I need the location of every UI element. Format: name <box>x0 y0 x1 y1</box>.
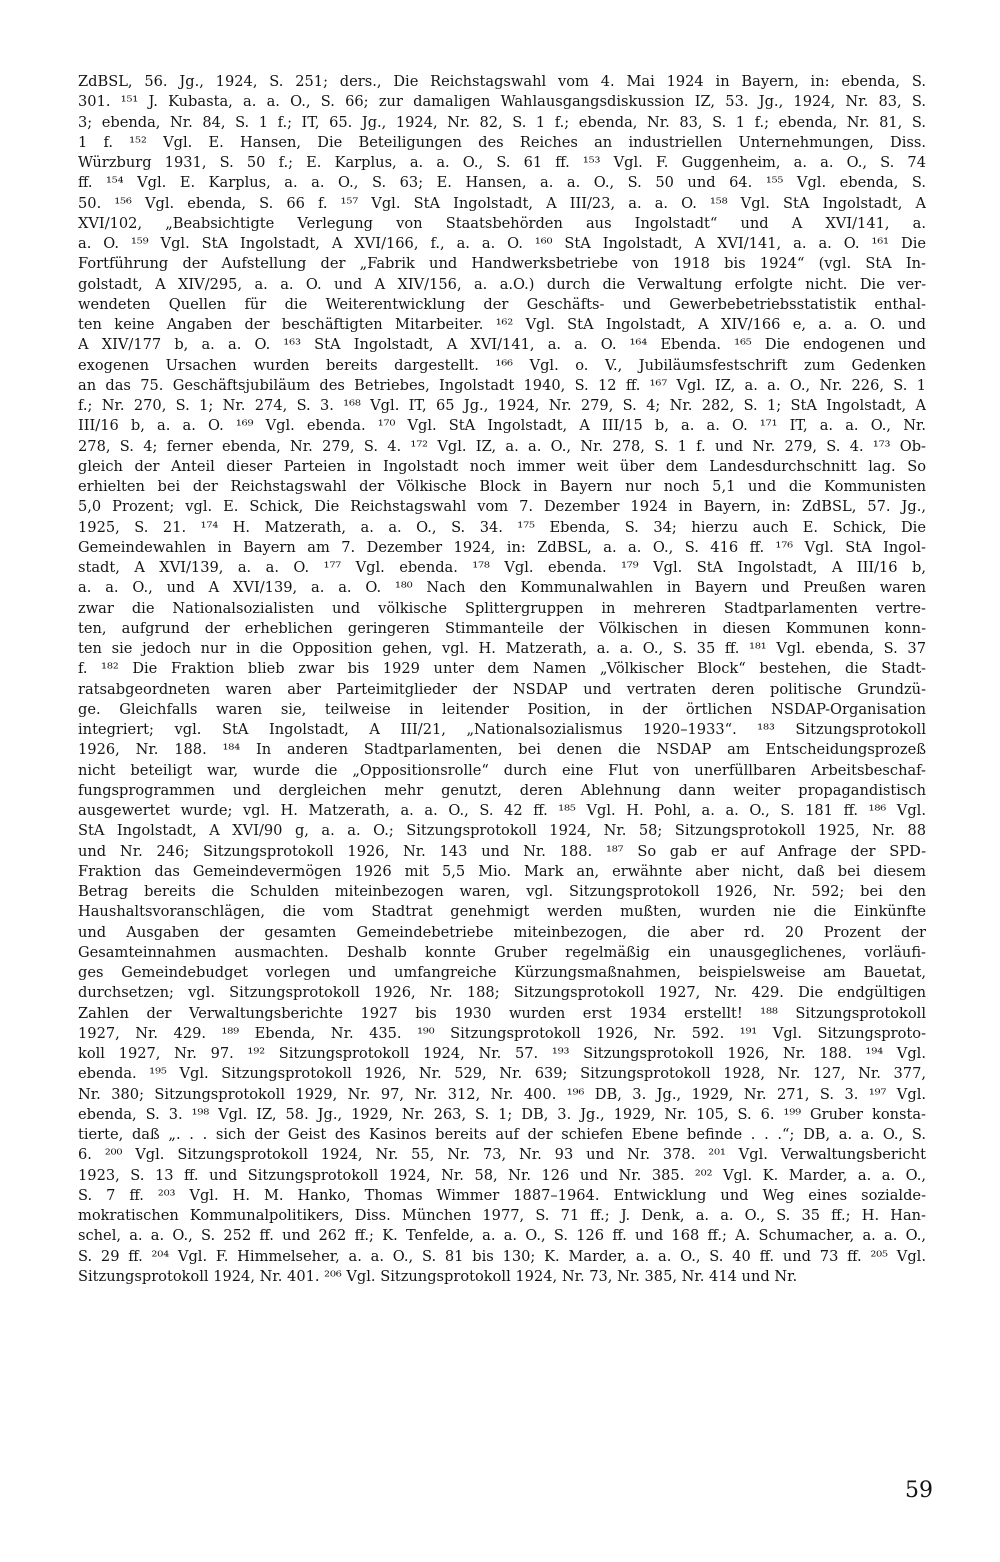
footnote-line: gleich der Anteil dieser Parteien in Ingolstadt noch immer weit über dem Landesdurchschnitt lag. So <box>78 457 926 475</box>
footnote-line: golstadt, A XIV/295, a. a. O. und A XIV/156, a. a.O.) durch die Verwaltung erfolgte nicht. Die ver- <box>78 275 926 293</box>
footnote-line: 1927, Nr. 429. ¹⁸⁹ Ebenda, Nr. 435. ¹⁹⁰ Sitzungsprotokoll 1926, Nr. 592. ¹⁹¹ Vgl. Sitzungsproto- <box>78 1024 926 1042</box>
footnote-line: Fortführung der Aufstellung der „Fabrik und Handwerksbetriebe von 1918 bis 1924“ (vgl. StA In- <box>78 255 926 273</box>
footnote-line: XVI/102, „Beabsichtigte Verlegung von Staatsbehörden aus Ingolstadt“ und A XVI/141, a. <box>78 214 926 232</box>
footnote-line: Gesamteinnahmen ausmachten. Deshalb konnte Gruber regelmäßig ein unausgeglichenes, vorläufi- <box>78 943 926 961</box>
footnote-line: 5,0 Prozent; vgl. E. Schick, Die Reichstagswahl vom 7. Dezember 1924 in Bayern, in: ZdBSL, 57. Jg., <box>78 498 926 516</box>
footnote-line: und Nr. 246; Sitzungsprotokoll 1926, Nr. 143 und Nr. 188. ¹⁸⁷ So gab er auf Anfrage der SPD- <box>78 842 926 860</box>
footnote-line: fungsprogrammen und dergleichen mehr genutzt, deren Ablehnung dann weiter propagandistisch <box>78 781 926 799</box>
footnote-line: durchsetzen; vgl. Sitzungsprotokoll 1926, Nr. 188; Sitzungsprotokoll 1927, Nr. 429. Die endgültigen <box>78 984 926 1002</box>
footnote-line: schel, a. a. O., S. 252 ff. und 262 ff.; K. Tenfelde, a. a. O., S. 126 ff. und 168 ff.; A. Schumacher, a. a. O., <box>78 1227 926 1245</box>
footnote-line: 3; ebenda, Nr. 84, S. 1 f.; IT, 65. Jg., 1924, Nr. 82, S. 1 f.; ebenda, Nr. 83, S. 1 f.; ebenda, Nr. 81, S. <box>78 113 926 131</box>
footnote-line: zwar die Nationalsozialisten und völkische Splittergruppen in mehreren Stadtparlamenten vertre- <box>78 599 926 617</box>
footnote-line: a. a. O., und A XVI/139, a. a. O. ¹⁸⁰ Nach den Kommunalwahlen in Bayern und Preußen waren <box>78 579 926 597</box>
footnote-line: ten sie jedoch nur in die Opposition gehen, vgl. H. Matzerath, a. a. O., S. 35 ff. ¹⁸¹ Vgl. ebenda, S. 37 <box>78 640 926 657</box>
footnote-line: 1923, S. 13 ff. und Sitzungsprotokoll 1924, Nr. 58, Nr. 126 und Nr. 385. ²⁰² Vgl. K. Marder, a. a. O., <box>78 1166 926 1184</box>
page-number: 59 <box>905 1478 933 1503</box>
footnote-line: 1 f. ¹⁵² Vgl. E. Hansen, Die Beteiligungen des Reiches an industriellen Unternehmungen, Diss. <box>78 133 926 151</box>
footnote-line: ratsabgeordneten waren aber Parteimitglieder der NSDAP und vertraten deren politische Grundzü- <box>78 680 926 698</box>
footnote-line: f.; Nr. 270, S. 1; Nr. 274, S. 3. ¹⁶⁸ Vgl. IT, 65 Jg., 1924, Nr. 279, S. 4; Nr. 282, S. 1; StA Ingolstadt, A <box>78 397 926 414</box>
footnote-line: 6. ²⁰⁰ Vgl. Sitzungsprotokoll 1924, Nr. 55, Nr. 73, Nr. 93 und Nr. 378. ²⁰¹ Vgl. Verwaltungsbericht <box>78 1146 926 1164</box>
footnote-line: Sitzungsprotokoll 1924, Nr. 401. ²⁰⁶ Vgl. Sitzungsprotokoll 1924, Nr. 73, Nr. 385, Nr. 414 und Nr. <box>78 1267 798 1285</box>
footnote-line: ebenda, S. 3. ¹⁹⁸ Vgl. IZ, 58. Jg., 1929, Nr. 263, S. 1; DB, 3. Jg., 1929, Nr. 105, S. 6. ¹⁹⁹ Gruber konsta- <box>78 1105 926 1123</box>
footnote-line: exogenen Ursachen wurden bereits dargestellt. ¹⁶⁶ Vgl. o. V., Jubiläumsfestschrift zum Gedenken <box>78 356 926 374</box>
footnote-line: stadt, A XVI/139, a. a. O. ¹⁷⁷ Vgl. ebenda. ¹⁷⁸ Vgl. ebenda. ¹⁷⁹ Vgl. StA Ingolstadt, A III/16 b, <box>78 559 926 576</box>
footnote-line: S. 7 ff. ²⁰³ Vgl. H. M. Hanko, Thomas Wimmer 1887–1964. Entwicklung und Weg eines sozialde- <box>78 1186 926 1204</box>
footnote-line: nicht beteiligt war, wurde die „Oppositionsrolle“ durch eine Flut von unerfüllbaren Arbeitsbeschaf- <box>78 761 926 779</box>
footnote-line: Gemeindewahlen in Bayern am 7. Dezember 1924, in: ZdBSL, a. a. O., S. 416 ff. ¹⁷⁶ Vgl. StA Ingol- <box>78 538 926 556</box>
footnote-line: Zahlen der Verwaltungsberichte 1927 bis 1930 wurden erst 1934 erstellt! ¹⁸⁸ Sitzungsprotokoll <box>78 1004 926 1022</box>
footnote-line: Fraktion das Gemeindevermögen 1926 mit 5,5 Mio. Mark an, erwähnte aber nicht, daß bei diesem <box>78 862 926 880</box>
footnote-line: Nr. 380; Sitzungsprotokoll 1929, Nr. 97, Nr. 312, Nr. 400. ¹⁹⁶ DB, 3. Jg., 1929, Nr. 271, S. 3. ¹⁹⁷ Vgl. <box>78 1085 926 1103</box>
footnote-line: koll 1927, Nr. 97. ¹⁹² Sitzungsprotokoll 1924, Nr. 57. ¹⁹³ Sitzungsprotokoll 1926, Nr. 188. ¹⁹⁴ Vgl. <box>78 1045 926 1062</box>
footnote-line: III/16 b, a. a. O. ¹⁶⁹ Vgl. ebenda. ¹⁷⁰ Vgl. StA Ingolstadt, A III/15 b, a. a. O. ¹⁷¹ IT, a. a. O., Nr. <box>78 417 926 435</box>
footnote-line: erhielten bei der Reichstagswahl der Völkische Block in Bayern nur noch 5,1 und die Kommunisten <box>78 478 926 495</box>
footnote-line: an das 75. Geschäftsjubiläum des Betriebes, Ingolstadt 1940, S. 12 ff. ¹⁶⁷ Vgl. IZ, a. a. O., Nr. 226, S. 1 <box>78 376 926 394</box>
footnote-line: A XIV/177 b, a. a. O. ¹⁶³ StA Ingolstadt, A XVI/141, a. a. O. ¹⁶⁴ Ebenda. ¹⁶⁵ Die endogenen und <box>78 336 926 354</box>
footnote-line: a. O. ¹⁵⁹ Vgl. StA Ingolstadt, A XVI/166, f., a. a. O. ¹⁶⁰ StA Ingolstadt, A XVI/141, a. a. O. ¹⁶¹ Die <box>78 235 926 252</box>
footnote-line: ebenda. ¹⁹⁵ Vgl. Sitzungsprotokoll 1926, Nr. 529, Nr. 639; Sitzungsprotokoll 1928, Nr. 127, Nr. 377, <box>78 1065 926 1083</box>
footnote-line: 1926, Nr. 188. ¹⁸⁴ In anderen Stadtparlamenten, bei denen die NSDAP am Entscheidungsprozeß <box>78 741 926 759</box>
footnote-line: ten, aufgrund der erheblichen geringeren Stimmanteile der Völkischen in diesen Kommunen konn- <box>78 619 926 637</box>
footnote-line: f. ¹⁸² Die Fraktion blieb zwar bis 1929 unter dem Namen „Völkischer Block“ bestehen, die Stadt- <box>78 660 926 678</box>
footnote-line: Würzburg 1931, S. 50 f.; E. Karplus, a. a. O., S. 61 ff. ¹⁵³ Vgl. F. Guggenheim, a. a. O., S. 74 <box>78 154 926 171</box>
footnotes-block <box>78 72 926 1287</box>
footnote-line: 50. ¹⁵⁶ Vgl. ebenda, S. 66 f. ¹⁵⁷ Vgl. StA Ingolstadt, A III/23, a. a. O. ¹⁵⁸ Vgl. StA Ingolstadt, A <box>78 194 926 212</box>
footnote-line: Haushaltsvoranschlägen, die vom Stadtrat genehmigt werden mußten, wurden nie die Einkünfte <box>78 903 926 921</box>
footnote-line: ten keine Angaben der beschäftigten Mitarbeiter. ¹⁶² Vgl. StA Ingolstadt, A XIV/166 e, a. a. O. und <box>78 316 926 333</box>
footnote-line: mokratischen Kommunalpolitikers, Diss. München 1977, S. 71 ff.; J. Denk, a. a. O., S. 35 ff.; H. Han- <box>78 1207 926 1224</box>
footnote-line: wendeten Quellen für die Weiterentwicklung der Geschäfts- und Gewerbebetriebsstatistik enthal- <box>78 295 926 313</box>
footnote-line: und Ausgaben der gesamten Gemeindebetriebe miteinbezogen, die aber rd. 20 Prozent der <box>78 923 926 941</box>
footnote-line: 301. ¹⁵¹ J. Kubasta, a. a. O., S. 66; zur damaligen Wahlausgangsdiskussion IZ, 53. Jg., 1924, Nr. 83, S. <box>78 93 926 111</box>
footnote-line: ges Gemeindebudget vorlegen und umfangreiche Kürzungsmaßnahmen, beispielsweise am Bauetat, <box>78 964 926 981</box>
footnote-line: 278, S. 4; ferner ebenda, Nr. 279, S. 4. ¹⁷² Vgl. IZ, a. a. O., Nr. 278, S. 1 f. und Nr. 279, S. 4. ¹⁷³ Ob- <box>78 437 926 455</box>
footnote-line: ZdBSL, 56. Jg., 1924, S. 251; ders., Die Reichstagswahl vom 4. Mai 1924 in Bayern, in: ebenda, S. <box>78 73 926 90</box>
footnote-line: S. 29 ff. ²⁰⁴ Vgl. F. Himmelseher, a. a. O., S. 81 bis 130; K. Marder, a. a. O., S. 40 ff. und 73 ff. ²⁰⁵ Vgl. <box>78 1247 926 1265</box>
footnote-line: integriert; vgl. StA Ingolstadt, A III/21, „Nationalsozialismus 1920–1933“. ¹⁸³ Sitzungsprotokoll <box>78 721 926 738</box>
footnote-line: ff. ¹⁵⁴ Vgl. E. Karplus, a. a. O., S. 63; E. Hansen, a. a. O., S. 50 und 64. ¹⁵⁵ Vgl. ebenda, S. <box>78 174 926 192</box>
footnote-line: tierte, daß „. . . sich der Geist des Kasinos bereits auf der schiefen Ebene befinde . . .“; DB, a. a. O., S. <box>78 1126 926 1143</box>
footnote-line: StA Ingolstadt, A XVI/90 g, a. a. O.; Sitzungsprotokoll 1924, Nr. 58; Sitzungsprotokoll 1925, Nr. 88 <box>78 822 926 840</box>
footnote-line: Betrag bereits die Schulden miteinbezogen waren, vgl. Sitzungsprotokoll 1926, Nr. 592; bei den <box>78 883 926 900</box>
footnote-line: 1925, S. 21. ¹⁷⁴ H. Matzerath, a. a. O., S. 34. ¹⁷⁵ Ebenda, S. 34; hierzu auch E. Schick, Die <box>78 518 926 536</box>
footnote-line: ge. Gleichfalls waren sie, teilweise in leitender Position, in der örtlichen NSDAP-Organisation <box>78 700 926 718</box>
footnote-line: ausgewertet wurde; vgl. H. Matzerath, a. a. O., S. 42 ff. ¹⁸⁵ Vgl. H. Pohl, a. a. O., S. 181 ff. ¹⁸⁶ Vgl. <box>78 802 926 819</box>
